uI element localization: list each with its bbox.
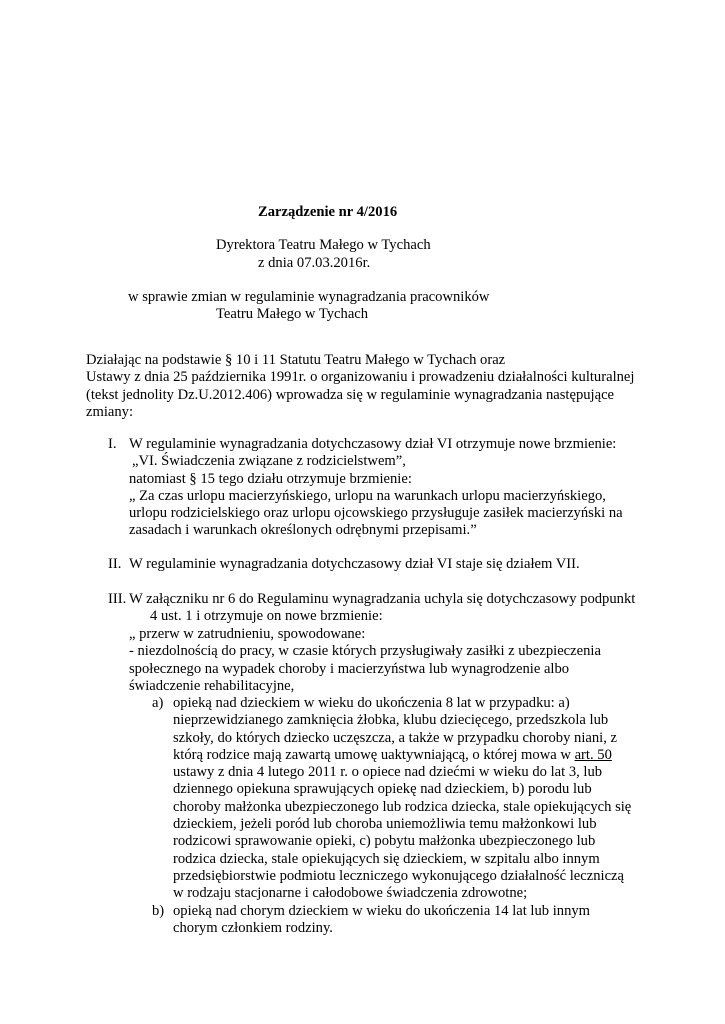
subject-line-1: w sprawie zmian w regulaminie wynagradzania pracowników <box>128 289 490 305</box>
item-a-line: rodzicowi sprawowanie opieki, c) pobytu małżonka ubezpieczonego lub <box>173 833 596 850</box>
subject-line-2: Teatru Małego w Tychach <box>216 306 369 322</box>
section-1-line: „ Za czas urlopu macierzyńskiego, urlopu na warunkach urlopu macierzyńskiego, <box>129 487 606 504</box>
item-a-line: szkoły, do których dziecko uczęszcza, a także w przypadku choroby niani, z <box>173 729 617 746</box>
item-b-body <box>173 903 725 938</box>
section-1-line: urlopu rodzicielskiego oraz urlopu ojcowskiego przysługuje zasiłek macierzyński na <box>129 505 623 522</box>
section-1-line: „VI. Świadczenia związane z rodzicielstwem”, <box>132 453 406 470</box>
item-a-line: dzieckiem, jeżeli poród lub choroba uniemożliwia temu małżonkowi lub <box>173 816 597 833</box>
section-3-body <box>129 626 689 695</box>
section-1-number: I. <box>108 436 117 452</box>
item-b-line: chorym członkiem rodziny. <box>173 920 333 937</box>
section-3-line: świadczenie rehabilitacyjne, <box>129 677 295 694</box>
item-a-line: przedsiębiorstwie podmiotu leczniczego wykonującego działalność leczniczą <box>173 867 625 884</box>
article-link[interactable]: art. 50 <box>574 746 612 763</box>
item-a-line: którą rodzice mają zawartą umowę uaktywniającą, o której mowa w <box>173 746 575 763</box>
item-a-line: opieką nad dzieckiem w wieku do ukończenia 8 lat w przypadku: a) <box>173 695 570 711</box>
section-3-number: III. <box>108 591 127 607</box>
section-2-number: II. <box>108 556 122 572</box>
document-date: z dnia 07.03.2016r. <box>258 255 371 271</box>
item-a-body <box>173 695 725 903</box>
section-1-line: zasadach i warunkach określonych odrębnymi przepisami.” <box>129 522 477 539</box>
section-3-line: społecznego na wypadek choroby i macierzyństwa lub wynagrodzenie albo <box>129 660 570 677</box>
item-a-line: rodzica dziecka, stale opiekujących się dzieckiem, w szpitalu albo innym <box>173 850 600 867</box>
item-b-label: b) <box>152 903 165 919</box>
document-issuer: Dyrektora Teatru Małego w Tychach <box>216 237 431 253</box>
section-3-line: - niezdolnością do pracy, w czasie których przysługiwały zasiłki z ubezpieczenia <box>129 643 601 660</box>
item-a-line: nieprzewidzianego zamknięcia żłobka, klubu dziecięcego, przedszkola lub <box>173 712 609 729</box>
intro-line: (tekst jednolity Dz.U.2012.406) wprowadza się w regulaminie wynagradzania następujące <box>86 386 615 403</box>
item-b-line: opieką nad chorym dzieckiem w wieku do ukończenia 14 lat lub innym <box>173 903 591 919</box>
section-1-line: natomiast § 15 tego działu otrzymuje brzmienie: <box>129 470 412 487</box>
item-a-label: a) <box>152 695 164 711</box>
item-a-line: ustawy z dnia 4 lutego 2011 r. o opiece nad dziećmi w wieku do lat 3, lub <box>173 764 603 781</box>
item-a-line: dziennego opiekuna sprawujących opiekę nad dzieckiem, b) porodu lub <box>173 781 592 798</box>
section-2-text: W regulaminie wynagradzania dotychczasowy dział VI staje się działem VII. <box>129 556 580 572</box>
section-3-line: 4 ust. 1 i otrzymuje on nowe brzmienie: <box>150 608 383 624</box>
intro-paragraph <box>86 352 646 421</box>
item-a-line: w rodzaju stacjonarne i całodobowe świadczenia zdrowotne; <box>173 885 528 902</box>
section-3-line: „ przerw w zatrudnieniu, spowodowane: <box>129 626 366 642</box>
document-title: Zarządzenie nr 4/2016 <box>258 204 398 220</box>
item-a-line-with-link <box>173 747 725 764</box>
section-3-line: W załączniku nr 6 do Regulaminu wynagradzania uchyla się dotychczasowy podpunkt <box>129 591 636 607</box>
intro-line: Działając na podstawie § 10 i 11 Statutu Teatru Małego w Tychach oraz <box>86 352 506 368</box>
intro-line: zmiany: <box>86 403 134 420</box>
intro-line: Ustawy z dnia 25 października 1991r. o organizowaniu i prowadzeniu działalności kulturalnej <box>86 369 635 386</box>
section-1-body <box>129 436 689 540</box>
item-a-line: choroby małżonka ubezpieczonego lub rodzica dziecka, stale opiekujących się <box>173 798 632 815</box>
section-1-line: W regulaminie wynagradzania dotychczasowy dział VI otrzymuje nowe brzmienie: <box>129 436 617 452</box>
